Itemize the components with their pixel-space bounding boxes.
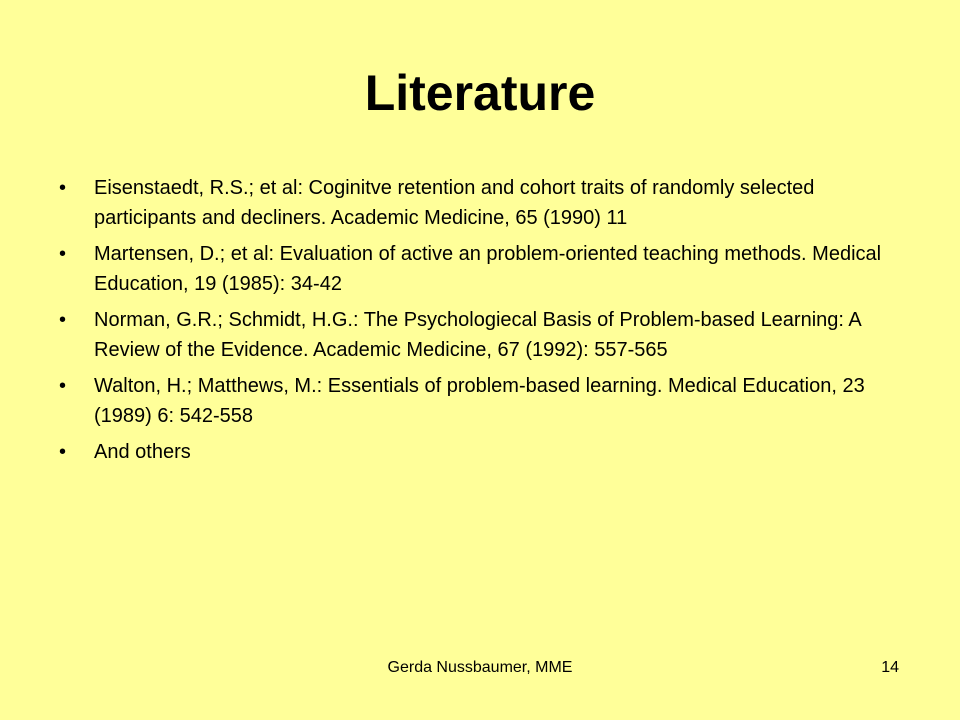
footer-author: Gerda Nussbaumer, MME — [387, 659, 573, 676]
reference-text: Norman, G.R.; Schmidt, H.G.: The Psychologiecal Basis of Problem-based Learning: A Review of the Evidence. Academic Medicine, 67 (1992): 557-565 — [94, 309, 861, 361]
bullet-icon: • — [59, 243, 67, 265]
bullet-icon: • — [59, 375, 67, 397]
reference-text: Eisenstaedt, R.S.; et al: Coginitve retention and cohort traits of randomly selected participants and decliners. Academic Medicine, 65 (1990) 11 — [94, 177, 815, 229]
slide-title: Literature — [364, 65, 596, 121]
bullet-icon: • — [59, 441, 67, 463]
list-item — [0, 437, 960, 467]
list-item — [0, 239, 960, 299]
list-item — [0, 305, 960, 365]
list-item — [0, 173, 960, 233]
literature-list — [0, 173, 960, 473]
bullet-icon: • — [59, 309, 67, 331]
bullet-icon: • — [59, 177, 67, 199]
reference-text: Martensen, D.; et al: Evaluation of active an problem-oriented teaching methods. Medical Education, 19 (1985): 34-42 — [94, 243, 882, 295]
page-number: 14 — [881, 659, 899, 676]
list-item — [0, 371, 960, 431]
reference-text: And others — [94, 441, 191, 463]
reference-text: Walton, H.; Matthews, M.: Essentials of problem-based learning. Medical Education, 23 (1989) 6: 542-558 — [94, 375, 865, 427]
